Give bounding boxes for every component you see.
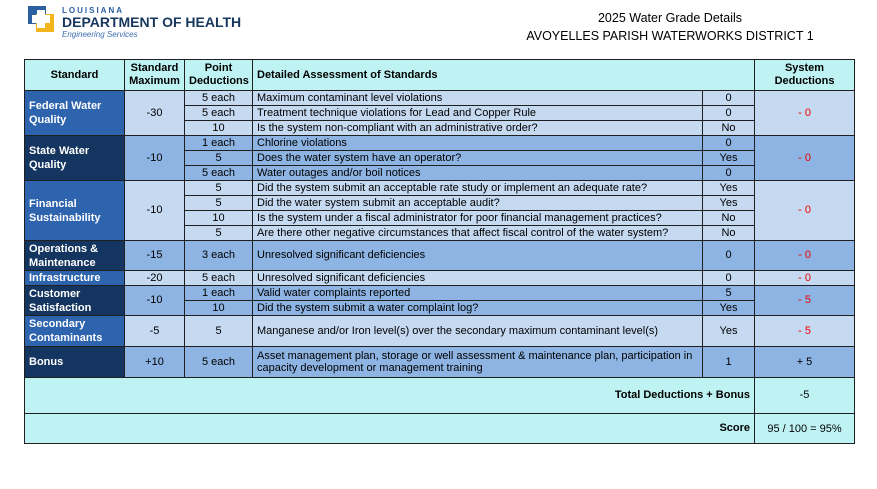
- water-grade-table: [24, 59, 855, 444]
- system-deduction: - 5: [755, 316, 855, 347]
- standard-max: -20: [125, 271, 185, 286]
- point-deduction: 5: [185, 196, 253, 211]
- assessment-value: 0: [703, 91, 755, 106]
- table-row: [25, 91, 855, 106]
- system-deduction: - 5: [755, 286, 855, 316]
- score-value: 95 / 100 = 95%: [755, 414, 855, 444]
- assessment-text: Is the system under a fiscal administrator for poor financial management practices?: [253, 211, 703, 226]
- table-row: [25, 181, 855, 196]
- system-deduction: - 0: [755, 271, 855, 286]
- logo-division: Engineering Services: [62, 30, 138, 39]
- assessment-value: 0: [703, 166, 755, 181]
- score-label: Score: [25, 414, 755, 444]
- standard-infrastructure: Infrastructure: [25, 271, 125, 286]
- assessment-text: Unresolved significant deficiencies: [253, 241, 703, 271]
- total-value: -5: [755, 378, 855, 414]
- col-point-deductions: Point Deductions: [185, 60, 253, 91]
- assessment-value: No: [703, 226, 755, 241]
- system-deduction: - 0: [755, 181, 855, 241]
- standard-max: -10: [125, 286, 185, 316]
- point-deduction: 5 each: [185, 106, 253, 121]
- assessment-value: 1: [703, 347, 755, 378]
- table-row: [25, 136, 855, 151]
- assessment-text: Water outages and/or boil notices: [253, 166, 703, 181]
- assessment-value: 0: [703, 106, 755, 121]
- assessment-text: Chlorine violations: [253, 136, 703, 151]
- assessment-value: No: [703, 211, 755, 226]
- standard-bonus: Bonus: [25, 347, 125, 378]
- standard-federal: Federal Water Quality: [25, 91, 125, 136]
- system-deduction: + 5: [755, 347, 855, 378]
- assessment-text: Is the system non-compliant with an administrative order?: [253, 121, 703, 136]
- system-deduction: - 0: [755, 136, 855, 181]
- score-row: [25, 414, 855, 444]
- assessment-value: Yes: [703, 316, 755, 347]
- point-deduction: 10: [185, 121, 253, 136]
- table-row: [25, 241, 855, 271]
- assessment-value: Yes: [703, 151, 755, 166]
- point-deduction: 5 each: [185, 91, 253, 106]
- total-label: Total Deductions + Bonus: [25, 378, 755, 414]
- assessment-value: Yes: [703, 181, 755, 196]
- col-standard: Standard: [25, 60, 125, 91]
- point-deduction: 1 each: [185, 286, 253, 301]
- point-deduction: 5: [185, 226, 253, 241]
- point-deduction: 5 each: [185, 271, 253, 286]
- standard-financial: Financial Sustainability: [25, 181, 125, 241]
- logo-state: LOUISIANA: [62, 6, 124, 15]
- standard-max: -30: [125, 91, 185, 136]
- point-deduction: 3 each: [185, 241, 253, 271]
- standard-max: -15: [125, 241, 185, 271]
- assessment-text: Maximum contaminant level violations: [253, 91, 703, 106]
- assessment-text: Unresolved significant deficiencies: [253, 271, 703, 286]
- assessment-value: 0: [703, 136, 755, 151]
- assessment-value: 0: [703, 241, 755, 271]
- logo-department: DEPARTMENT OF HEALTH: [62, 14, 242, 30]
- standard-max: +10: [125, 347, 185, 378]
- assessment-value: 5: [703, 286, 755, 301]
- point-deduction: 5: [185, 316, 253, 347]
- assessment-text: Asset management plan, storage or well assessment & maintenance plan, participation in capacity development or management training: [253, 347, 703, 378]
- system-deduction: - 0: [755, 91, 855, 136]
- table-header-row: [25, 60, 855, 91]
- table-row: [25, 347, 855, 378]
- total-row: [25, 378, 855, 414]
- point-deduction: 5: [185, 181, 253, 196]
- standard-max: -10: [125, 136, 185, 181]
- table-row: [25, 286, 855, 301]
- assessment-text: Did the system submit an acceptable rate study or implement an adequate rate?: [253, 181, 703, 196]
- report-title: 2025 Water Grade Details: [597, 11, 743, 25]
- assessment-value: Yes: [703, 301, 755, 316]
- assessment-text: Did the water system submit an acceptable audit?: [253, 196, 703, 211]
- assessment-text: Manganese and/or Iron level(s) over the secondary maximum contaminant level(s): [253, 316, 703, 347]
- assessment-value: No: [703, 121, 755, 136]
- assessment-value: Yes: [703, 196, 755, 211]
- col-system-deductions: System Deductions: [755, 60, 855, 91]
- assessment-text: Does the water system have an operator?: [253, 151, 703, 166]
- standard-max: -5: [125, 316, 185, 347]
- point-deduction: 5 each: [185, 347, 253, 378]
- health-cross-icon: [28, 6, 54, 32]
- table-row: [25, 271, 855, 286]
- assessment-text: Did the system submit a water complaint log?: [253, 301, 703, 316]
- col-assessment: Detailed Assessment of Standards: [253, 60, 755, 91]
- point-deduction: 5 each: [185, 166, 253, 181]
- system-deduction: - 0: [755, 241, 855, 271]
- col-standard-max: Standard Maximum: [125, 60, 185, 91]
- assessment-text: Treatment technique violations for Lead and Copper Rule: [253, 106, 703, 121]
- point-deduction: 1 each: [185, 136, 253, 151]
- table-row: [25, 316, 855, 347]
- standard-state: State Water Quality: [25, 136, 125, 181]
- assessment-text: Are there other negative circumstances that affect fiscal control of the water system?: [253, 226, 703, 241]
- point-deduction: 5: [185, 151, 253, 166]
- assessment-text: Valid water complaints reported: [253, 286, 703, 301]
- standard-customer: Customer Satisfaction: [25, 286, 125, 316]
- ldh-logo: [28, 6, 242, 40]
- standard-max: -10: [125, 181, 185, 241]
- system-name: AVOYELLES PARISH WATERWORKS DISTRICT 1: [526, 29, 814, 43]
- point-deduction: 10: [185, 301, 253, 316]
- assessment-value: 0: [703, 271, 755, 286]
- point-deduction: 10: [185, 211, 253, 226]
- standard-operations: Operations & Maintenance: [25, 241, 125, 271]
- standard-secondary: Secondary Contaminants: [25, 316, 125, 347]
